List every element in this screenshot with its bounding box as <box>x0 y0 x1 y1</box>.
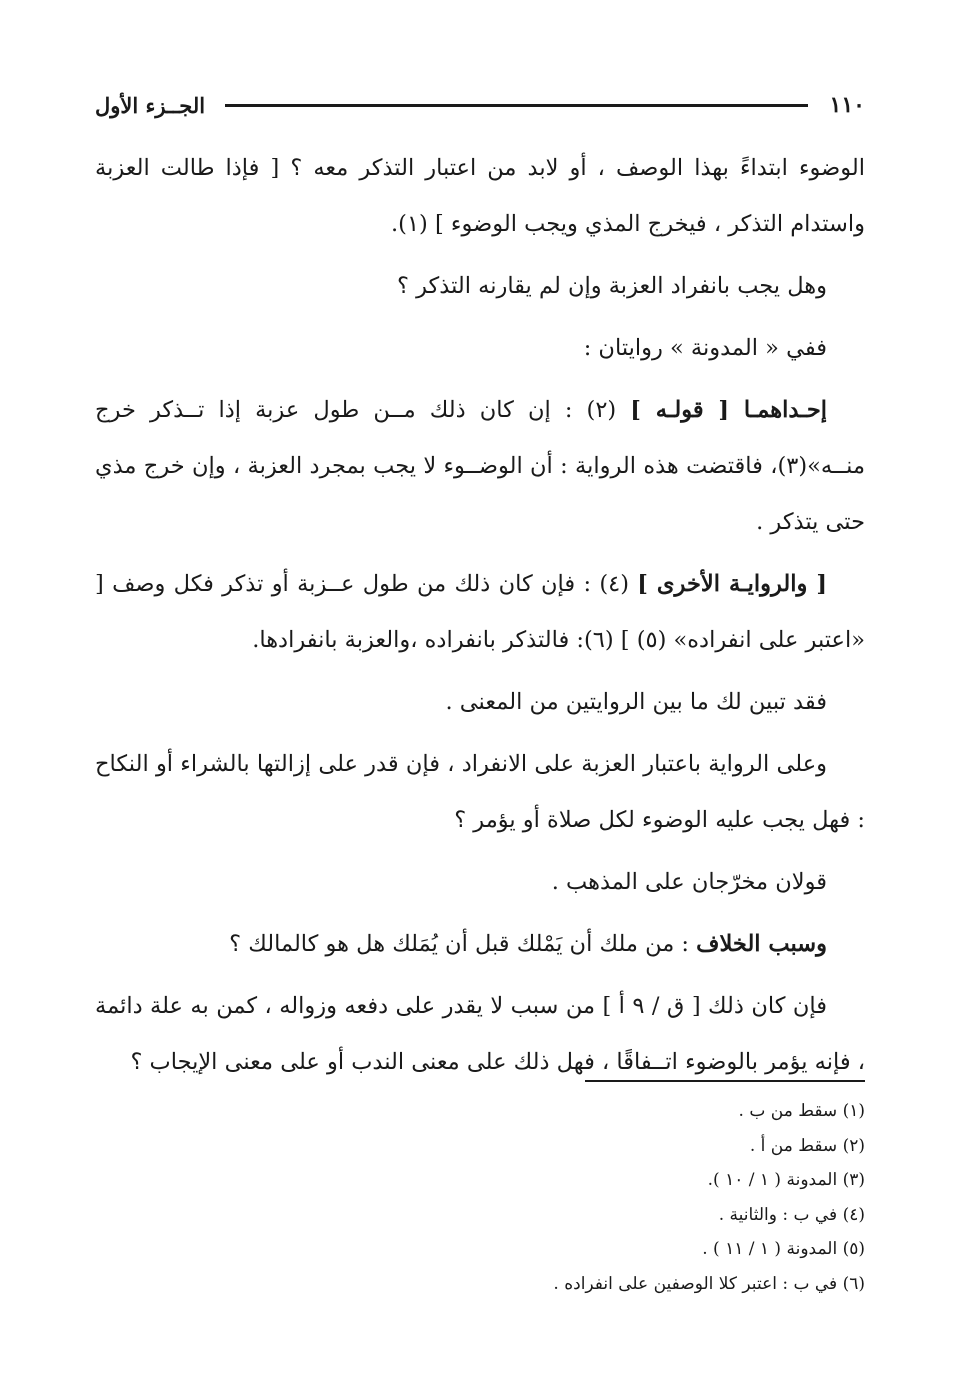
paragraph-p3 <box>95 320 865 376</box>
footnote: (١) سقط من ب . <box>738 1101 865 1121</box>
main-text <box>95 140 865 1096</box>
paragraph-text: (٢) : إن كان ذلك مــن طول عزبة إذا تــذكر خرج منــه»(٣)، فاقتضت هذه الرواية : أن الوضــوء لا يجب بمجرد العزبة ، وإن خرج مذي حتى يتذكر . <box>95 397 865 535</box>
bold-heading: [ والروايـة الأخرى ] <box>637 571 827 597</box>
paragraph-text: قولان مخرّجان على المذهب . <box>551 869 827 895</box>
paragraph-p9 <box>95 916 865 972</box>
footnote: (٣) المدونة ( ١ / ١٠ ). <box>707 1170 865 1190</box>
paragraph-text: وهل يجب بانفراد العزبة وإن لم يقارنه التذكر ؟ <box>397 273 827 299</box>
running-title: الجــزء الأول <box>95 92 206 118</box>
footnote-list <box>95 1094 865 1301</box>
footnote: (٢) سقط من أ . <box>749 1135 865 1156</box>
header-rule <box>225 104 807 107</box>
paragraph-p4 <box>95 382 865 550</box>
footnotes-section <box>95 1080 865 1301</box>
paragraph-p5 <box>95 556 865 668</box>
bold-heading: وسبب الخلاف <box>696 931 827 957</box>
footnote: (٦) في ب : اعتبر كلا الوصفين على انفراده . <box>553 1273 865 1294</box>
footnote: (٤) في ب : والثانية . <box>718 1204 865 1225</box>
paragraph-p6 <box>95 674 865 730</box>
page-header <box>95 88 865 122</box>
paragraph-text: (٤) : فإن كان ذلك من طول عــزبة أو تذكر فكل وصف [ «اعتبر على انفراده» (٥) ] (٦): فالتذكر بانفراده ،والعزبة بانفرادها. <box>95 571 865 653</box>
paragraph-p10 <box>95 978 865 1090</box>
footnote: (٥) المدونة ( ١ / ١١ ) . <box>702 1239 865 1259</box>
paragraph-p1 <box>95 140 865 252</box>
footnote-separator <box>585 1080 865 1082</box>
paragraph-text: وعلى الرواية باعتبار العزبة على الانفراد ، فإن قدر على إزالتها بالشراء أو النكاح : فهل يجب عليه الوضوء لكل صلاة أو يؤمر ؟ <box>95 751 865 833</box>
paragraph-p2 <box>95 258 865 314</box>
page-number: ١١٠ <box>829 92 865 118</box>
book-page <box>95 80 865 1320</box>
paragraph-text: ففي « المدونة » روايتان : <box>583 335 827 361</box>
paragraph-text: : من ملك أن يَمْلك قبل أن يُمَلك هل هو كالمالك ؟ <box>229 931 697 957</box>
paragraph-p7 <box>95 736 865 848</box>
paragraph-text: الوضوء ابتداءً بهذا الوصف ، أو لابد من اعتبار التذكر معه ؟ [ فإذا طالت العزبة واستدام التذكر ، فيخرج المذي ويجب الوضوء ] (١). <box>95 155 865 237</box>
bold-heading: إحـداهمـا [ قولـه ] <box>630 397 827 423</box>
paragraph-text: فإن كان ذلك [ ق / ٩ أ ] من سبب لا يقدر على دفعه وزواله ، كمن به علة دائمة ، فإنه يؤمر بالوضوء اتــفاقًا ، فهل ذلك على معنى الندب أو على معنى الإيجاب ؟ <box>95 993 865 1075</box>
paragraph-p8 <box>95 854 865 910</box>
paragraph-text: فقد تبين لك ما بين الروايتين من المعنى . <box>445 689 827 715</box>
